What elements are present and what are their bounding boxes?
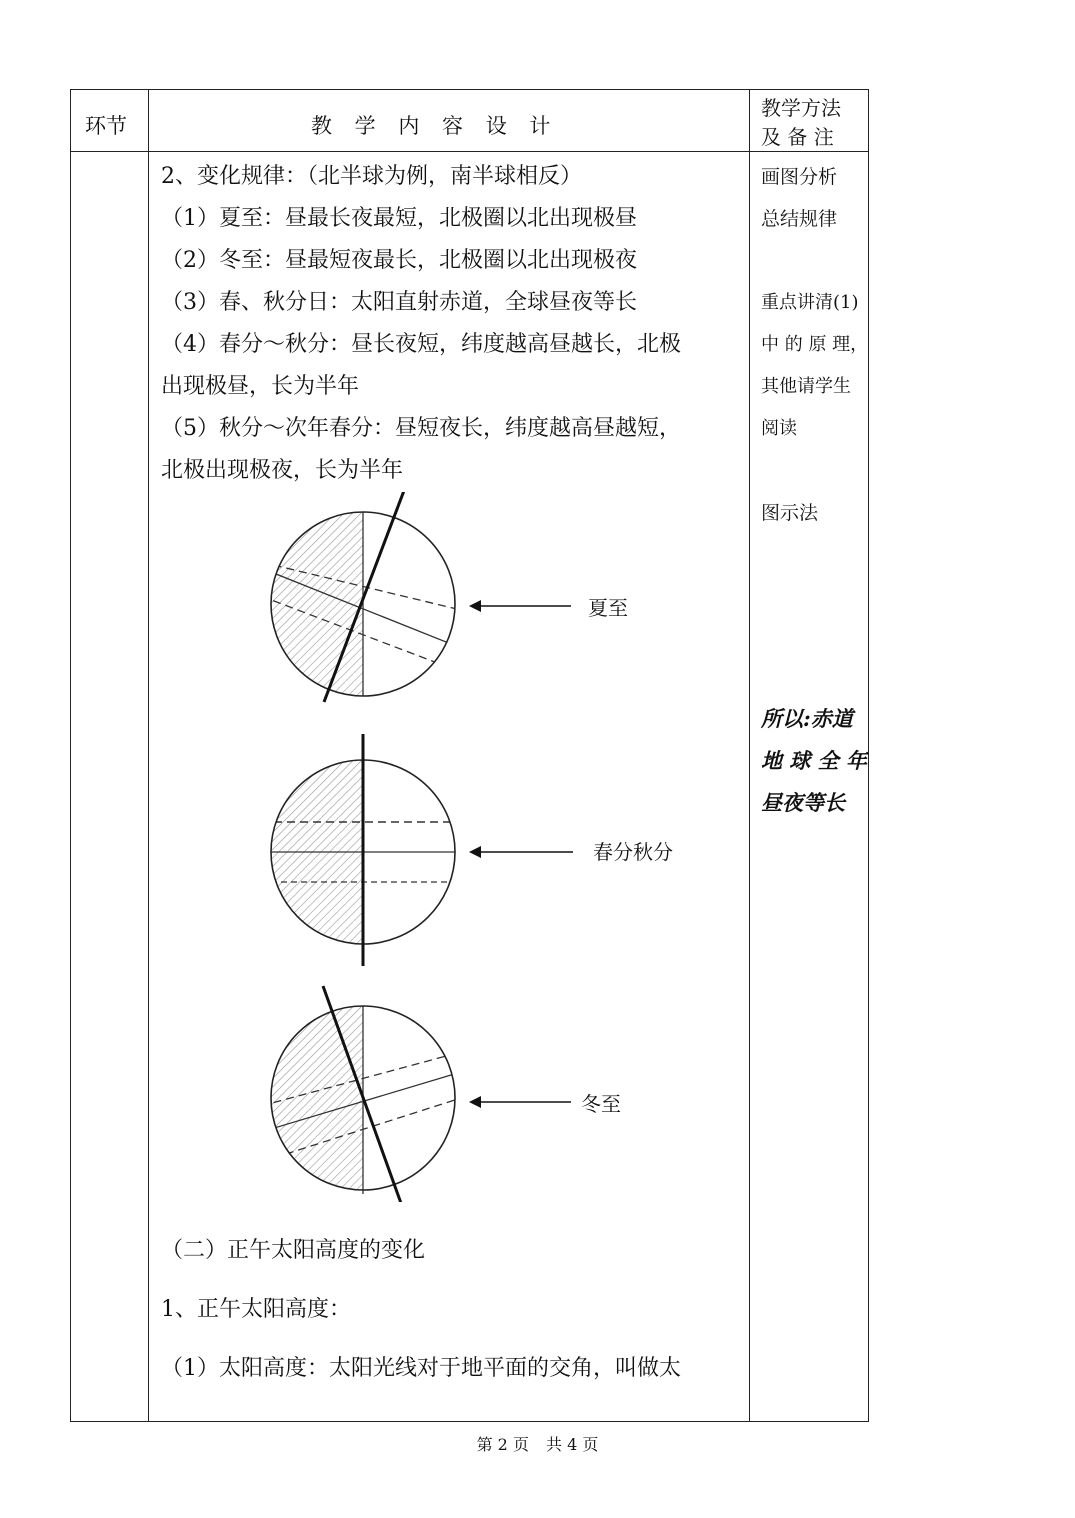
header-content-design: 教 学 内 容 设 计	[311, 114, 559, 138]
section2-subtitle: 1、正午太阳高度：	[161, 1297, 351, 1322]
content-line: 北极出现极夜，长为半年	[161, 458, 404, 483]
section2-line: （1）太阳高度：太阳光线对于地平面的交角，叫做太	[161, 1356, 681, 1381]
winter-solstice-diagram	[161, 982, 751, 1202]
note-line: 其他请学生	[761, 376, 851, 397]
note-line: 中 的 原 理，	[761, 334, 869, 355]
teaching-content	[161, 156, 751, 1381]
header-divider	[71, 151, 868, 152]
note-line: 图示法	[761, 502, 819, 524]
teaching-notes	[761, 156, 869, 815]
note-line: 重点讲清(1)	[761, 292, 859, 313]
page-number: 第 2 页	[476, 1435, 529, 1454]
equinox-label: 春分秋分	[593, 840, 673, 864]
page-footer	[0, 1432, 1075, 1455]
note-line: 总结规律	[761, 208, 838, 230]
summer-globe-figure	[161, 492, 751, 712]
note-conclusion-3: 昼夜等长	[761, 790, 845, 815]
equinox-diagram	[161, 734, 751, 966]
note-conclusion-1: 所以:赤道	[761, 706, 853, 731]
content-line: 2、变化规律：（北半球为例，南半球相反）	[161, 164, 582, 189]
note-line: 画图分析	[761, 166, 838, 188]
page-total: 共 4 页	[546, 1435, 599, 1454]
note-conclusion-2: 地 球 全 年	[761, 748, 867, 773]
winter-solstice-label: 冬至	[581, 1092, 621, 1116]
header-method-line1: 教学方法	[761, 96, 841, 120]
header-stage: 环节	[85, 114, 127, 138]
section2-title: （二）正午太阳高度的变化	[161, 1238, 426, 1263]
content-line: （3）春、秋分日：太阳直射赤道，全球昼夜等长	[161, 290, 637, 315]
summer-solstice-diagram	[161, 492, 751, 712]
winter-globe-figure	[161, 982, 751, 1202]
content-line: （4）春分～秋分：昼长夜短，纬度越高昼越长，北极	[161, 332, 681, 357]
note-line: 阅读	[761, 418, 797, 439]
content-line: （2）冬至：昼最短夜最长，北极圈以北出现极夜	[161, 248, 637, 273]
lesson-table	[70, 89, 869, 1422]
header-method-line2: 及 备 注	[761, 125, 834, 149]
content-line: （5）秋分～次年春分：昼短夜长，纬度越高昼越短，	[161, 416, 681, 441]
column-divider-1	[148, 90, 149, 1421]
content-line: （1）夏至：昼最长夜最短，北极圈以北出现极昼	[161, 206, 637, 231]
content-line: 出现极昼，长为半年	[161, 374, 360, 399]
summer-solstice-label: 夏至	[588, 596, 628, 620]
